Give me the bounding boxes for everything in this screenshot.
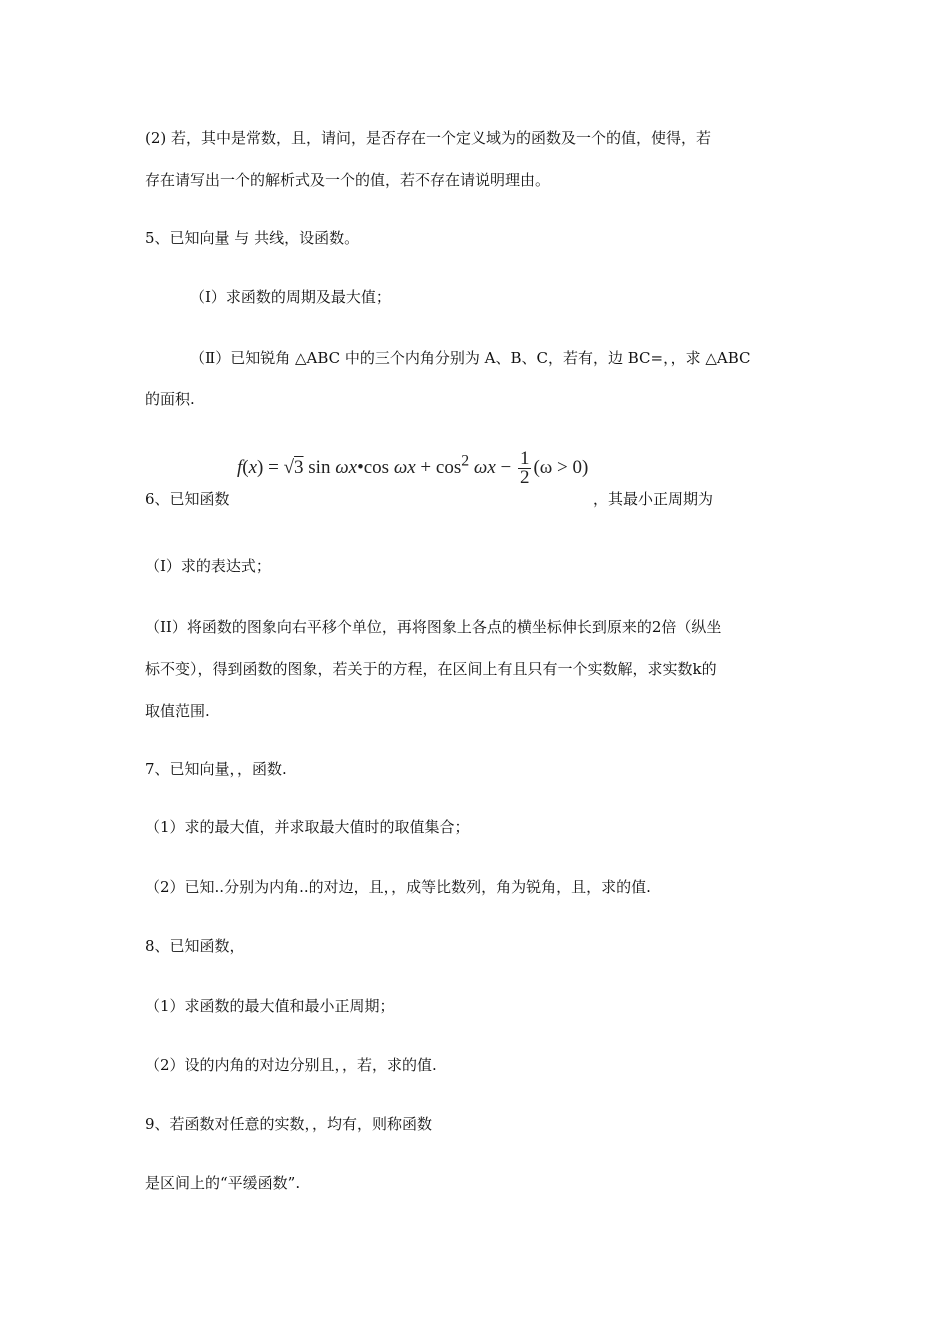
formula-dot: • [357,456,364,478]
formula-rparen: ) [257,456,264,478]
formula-x2: x [407,456,416,478]
q5-part1: （Ⅰ）求函数的周期及最大值； [190,288,391,306]
formula-cos: cos [363,456,394,478]
q6-title-left: 6、已知函数 [145,490,230,508]
formula-fraction-den: 2 [519,467,530,488]
formula-x3: x [487,456,496,478]
q6-title-right: ，其最小正周期为 [593,490,714,508]
formula-omega3: ω [469,456,488,478]
formula-omega2: ω [393,456,408,478]
formula-f: f [237,456,243,478]
formula-eq: = [263,456,284,478]
q5-title: 5、已知向量 与 共线，设函数。 [145,229,360,247]
q5-part2-line2: 的面积. [145,390,195,408]
q6-part2-line1: （II）将函数的图象向右平移个单位，再将图象上各点的横坐标伸长到原来的2倍（纵坐 [145,618,722,636]
formula-minus: − [495,456,516,478]
formula-sqrt-arg: 3 [294,456,304,478]
formula-plus-cos: + cos [415,456,462,478]
q9-title: 9、若函数对任意的实数，，均有，则称函数 [145,1115,433,1133]
formula-omega1: ω [335,456,349,478]
q5-part2-line1: （Ⅱ）已知锐角 △ABC 中的三个内角分别为 A、B、C，若有，边 BC=，，求 △ABC [190,349,751,367]
q7-part2: （2）已知..分别为内角..的对边，且，，成等比数列，角为锐角，且，求的值. [145,878,651,896]
formula-fraction-num: 1 [519,448,530,469]
q6-part2-line2: 标不变），得到函数的图象，若关于的方程，在区间上有且只有一个实数解，求实数k的 [145,660,717,678]
formula-lparen: ( [242,456,249,478]
formula-x: x [248,456,258,478]
formula-x1: x [348,456,358,478]
formula-condition: (ω > 0) [533,456,589,478]
q6-part1: （I）求的表达式； [145,557,271,575]
q6-part2-line3: 取值范围. [145,702,210,720]
q8-part1: （1）求函数的最大值和最小正周期； [145,997,395,1015]
formula-fraction [518,450,532,487]
formula-sqrt-sign: √ [283,456,295,478]
formula-square: 2 [461,452,470,470]
q9-line2: 是区间上的“平缓函数”. [145,1174,301,1192]
q4-part2-line1: (2) 若，其中是常数，且，请问，是否存在一个定义域为的函数及一个的值，使得，若 [145,129,712,147]
q6-formula [237,450,588,487]
q8-title: 8、已知函数， [145,937,245,955]
q4-part2-line2: 存在请写出一个的解析式及一个的值，若不存在请说明理由。 [145,171,551,189]
q7-title: 7、已知向量，，函数. [145,760,287,778]
q7-part1: （1）求的最大值，并求取最大值时的取值集合； [145,818,470,836]
q8-part2: （2）设的内角的对边分别且，，若，求的值. [145,1056,437,1074]
formula-sin: sin [303,456,336,478]
